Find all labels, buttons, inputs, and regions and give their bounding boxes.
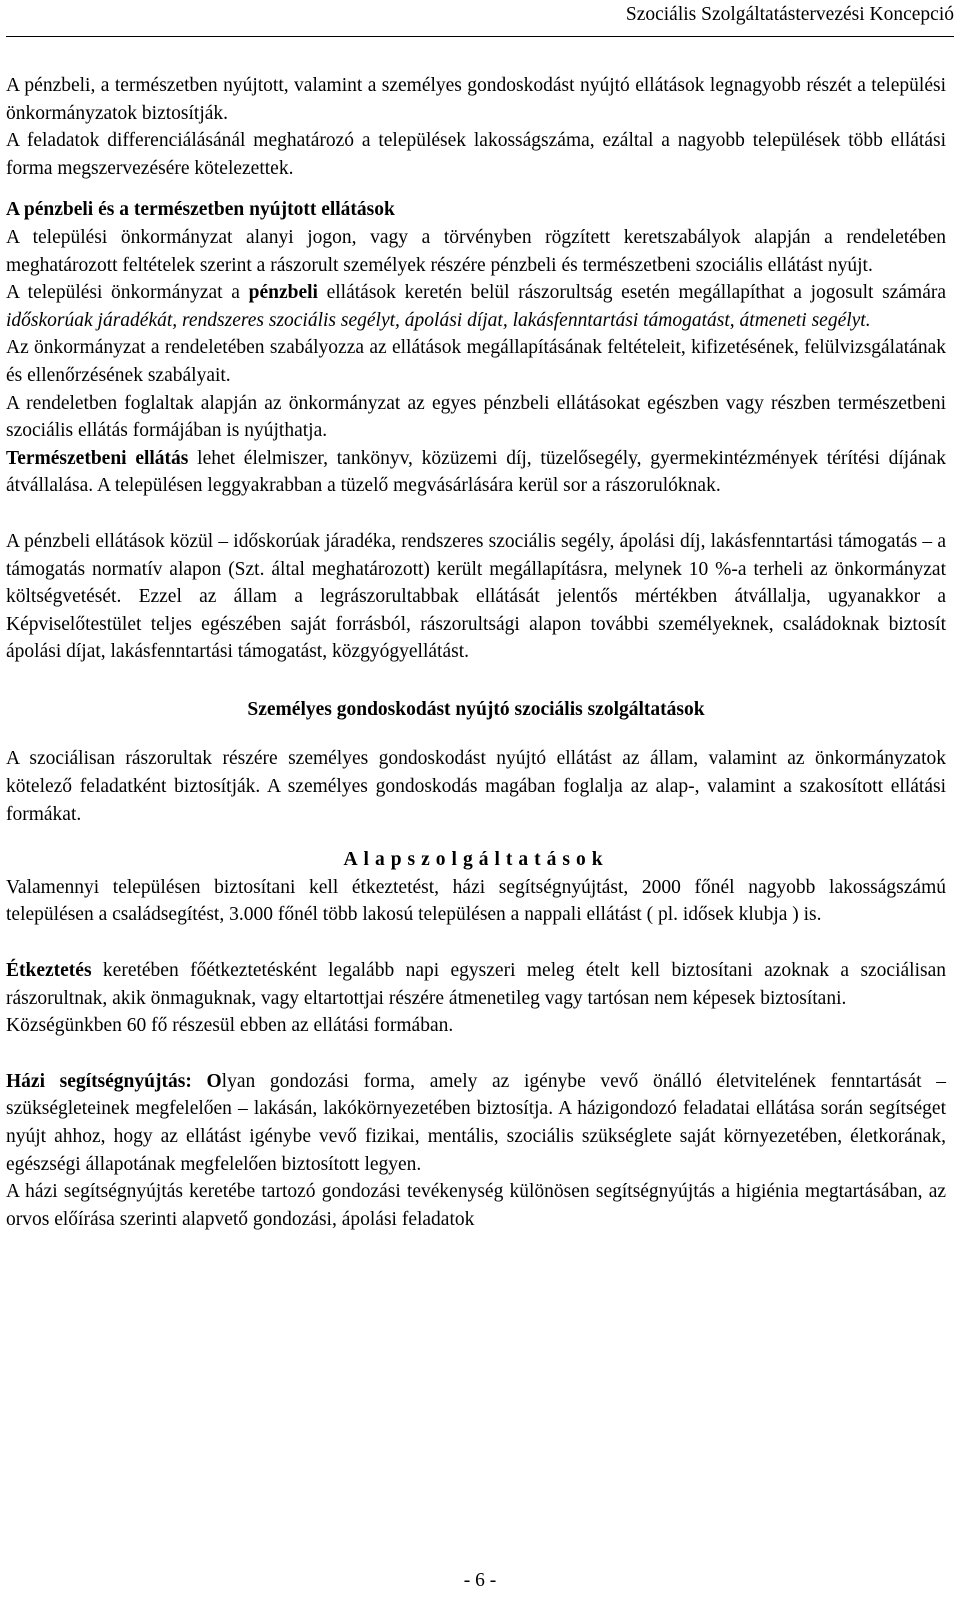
italic-list: időskorúak járadékát, rendszeres szociális segélyt, ápolási díjat, lakásfenntartási támogatást, átmeneti segélyt. [6, 309, 871, 331]
text-run: lehet élelmiszer, tankönyv, közüzemi díj, tüzelősegély, gyermekintézmények térítési díjának átvállalása. A településen leggyakrabban a tüzelő megvásárlására kerül sor a rászorulóknak. [6, 447, 947, 497]
text-run: lyan gondozási forma, amely az igénybe vevő önálló életvitelének fenntartását – szükségleteinek megfelelően – lakásán, lakókörnyezetében biztosítja. A házigondozó feladatai ellátása során segítséget nyújt ahhoz, hogy az ellátást igénybe vevő fizikai, mentális, szociális szükséglete saját környezetében, életkorának, egészségi állapotának megfelelően biztosított legyen. [6, 1070, 946, 1175]
bold-term: Házi segítségnyújtás: O [6, 1070, 222, 1092]
body-paragraph: A pénzbeli ellátások közül – időskorúak járadéka, rendszeres szociális segély, ápolási díj, lakásfenntartási támogatás – a támogatás normatív alapon (Szt. által meghatározott) került megállapításra, melynek 10 %-a terheli az önkormányzat költségvetését. Ezzel az állam a legrászorultabbak ellátását jelentős mértékben átvállalja, ugyanakkor a Képviselőtestület teljes egészében saját forrásból, rászorultsági alapon további személyeknek, családoknak biztosít ápolási díjat, lakásfenntartási támogatást, közgyógyellátást. [6, 530, 946, 663]
bold-term: Étkeztetés [6, 960, 92, 982]
body-paragraph [6, 1068, 946, 1178]
body-paragraph: Valamennyi településen biztosítani kell étkeztetést, házi segítségnyújtást, 2000 főnél nagyobb lakosságszámú településen a családsegítést, 3.000 főnél több lakosú településen a nappali ellátást ( pl. idősek klubja ) is. [6, 876, 946, 926]
body-paragraph: Községünkben 60 fő részesül ebben az ellátási formában. [6, 1015, 454, 1037]
body-paragraph: A szociálisan rászorultak részére személyes gondoskodást nyújtó ellátást az állam, valamint az önkormányzatok kötelező feladatként biztosítják. A személyes gondoskodás magában foglalja az alap-, valamint a szakosított ellátási formákat. [6, 748, 946, 825]
text-run: ellátások keretén belül rászorultság esetén megállapíthat a jogosult számára [317, 282, 947, 304]
intro-paragraph-2: A feladatok differenciálásánál meghatározó a települések lakosságszáma, ezáltal a nagyobb települések több ellátási forma megszervezésére kötelezettek. [6, 130, 946, 179]
body-paragraph [6, 279, 946, 334]
bold-term: Természetbeni ellátás [6, 447, 189, 469]
body-paragraph: A rendeletben foglaltak alapján az önkormányzat az egyes pénzbeli ellátásokat egészben vagy részben természetbeni szociális ellátás formájában is nyújthatja. [6, 392, 946, 442]
text-run: keretében főétkeztetésként legalább napi egyszeri meleg ételt kell biztosítani azoknak a szociálisan rászorultnak, akik önmaguknak, vagy eltartottjai részére átmenetileg vagy tartósan nem képesek biztosítani. [6, 960, 946, 1009]
section-heading-basic-services: Alapszolgáltatások [343, 849, 609, 871]
text-run: A települési önkormányzat a [6, 282, 249, 304]
body-paragraph: A települési önkormányzat alanyi jogon, vagy a törvényben rögzített keretszabályok alapján a rendeletében meghatározott feltételek szerint a rászorult személyek részére pénzbeli és természetbeni szociális ellátást nyújt. [6, 226, 946, 276]
body-paragraph [6, 445, 946, 500]
intro-paragraph: A pénzbeli, a természetben nyújtott, valamint a személyes gondoskodást nyújtó ellátások legnagyobb részét a települési önkormányzatok biztosítják. [6, 75, 946, 124]
page-number: - 6 - [463, 1570, 497, 1591]
body-paragraph: A házi segítségnyújtás keretébe tartozó gondozási tevékenység különösen segítségnyújtás a higiénia megtartásában, az orvos előírása szerinti alapvető gondozási, ápolási feladatok [6, 1181, 946, 1230]
running-header: Szociális Szolgáltatástervezési Koncepció [625, 4, 954, 25]
body-paragraph: Az önkormányzat a rendeletében szabályozza az ellátások megállapításának feltételeit, kifizetésének, felülvizsgálatának és ellenőrzésének szabályait. [6, 337, 946, 386]
section-heading-personal-care: Személyes gondoskodást nyújtó szociális szolgáltatások [247, 698, 705, 720]
section-heading-cash-benefits: A pénzbeli és a természetben nyújtott ellátások [6, 199, 395, 221]
document-body [6, 72, 946, 1233]
bold-term: pénzbeli [248, 282, 318, 304]
body-paragraph [6, 957, 946, 1012]
header-rule [6, 36, 954, 37]
